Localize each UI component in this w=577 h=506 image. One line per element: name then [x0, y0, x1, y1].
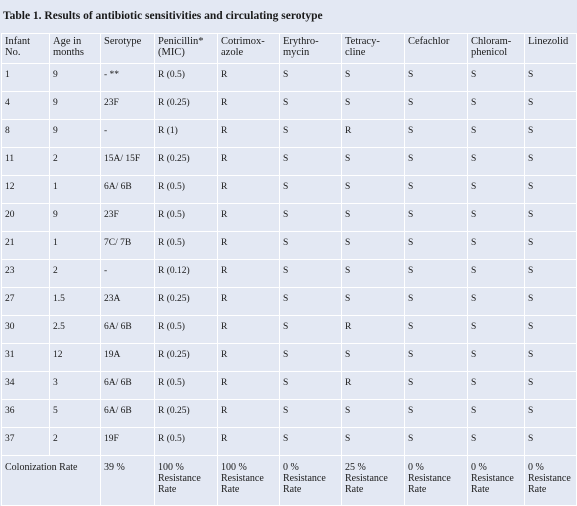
table-cell: R — [218, 232, 280, 260]
resistance-rate-line: Resistance — [528, 473, 571, 484]
table-cell: 9 — [50, 64, 101, 92]
table-cell: R (0.5) — [155, 428, 218, 456]
table-cell: S — [405, 176, 468, 204]
table-row — [2, 232, 577, 260]
table-cell: S — [405, 288, 468, 316]
table-cell: S — [468, 288, 525, 316]
resistance-rate-line: Rate — [408, 484, 427, 495]
table-cell: 19A — [101, 344, 155, 372]
table-cell: 20 — [2, 204, 50, 232]
table-cell: R — [218, 344, 280, 372]
header-cotrimoxazole: Cotrimox- azole — [218, 34, 280, 64]
table-cell: R (0.25) — [155, 400, 218, 428]
resistance-rate-line: Resistance — [283, 473, 326, 484]
resistance-rate-cell — [468, 456, 525, 506]
table-cell: S — [405, 64, 468, 92]
table-cell: S — [342, 260, 405, 288]
header-linezolid: Linezolid — [525, 34, 577, 64]
table-cell: S — [525, 204, 577, 232]
table-cell: S — [525, 288, 577, 316]
table-cell: S — [342, 400, 405, 428]
header-chloramphenicol: Chloram- phenicol — [468, 34, 525, 64]
table-cell: S — [280, 176, 342, 204]
resistance-rate-line: Rate — [158, 484, 177, 495]
table-cell: S — [280, 316, 342, 344]
table-cell: S — [525, 92, 577, 120]
table-cell: 30 — [2, 316, 50, 344]
table-cell: R — [218, 204, 280, 232]
table-cell: R (0.5) — [155, 316, 218, 344]
table-cell: R — [218, 260, 280, 288]
table-cell: S — [405, 148, 468, 176]
table-cell: S — [468, 176, 525, 204]
table-row — [2, 64, 577, 92]
table-cell: S — [405, 372, 468, 400]
resistance-rate-line: Resistance — [158, 473, 201, 484]
table-cell: S — [342, 344, 405, 372]
table-cell: 1 — [50, 176, 101, 204]
table-cell: 21 — [2, 232, 50, 260]
table-row — [2, 92, 577, 120]
table-cell: S — [342, 64, 405, 92]
table-cell: S — [280, 400, 342, 428]
summary-row — [2, 456, 577, 506]
table-cell: S — [405, 400, 468, 428]
table-row — [2, 260, 577, 288]
table-cell: R (0.25) — [155, 148, 218, 176]
table-cell: 27 — [2, 288, 50, 316]
table-cell: S — [525, 400, 577, 428]
table-cell: S — [525, 316, 577, 344]
table-cell: S — [405, 204, 468, 232]
table-cell: S — [342, 428, 405, 456]
resistance-rate-cell — [218, 456, 280, 506]
table-cell: 37 — [2, 428, 50, 456]
table-cell: 12 — [2, 176, 50, 204]
table-cell: 2 — [50, 148, 101, 176]
resistance-rate-cell — [280, 456, 342, 506]
table-cell: 2.5 — [50, 316, 101, 344]
table-cell: S — [342, 204, 405, 232]
table-cell: S — [342, 176, 405, 204]
table-cell: R (0.25) — [155, 288, 218, 316]
table-cell: R — [218, 148, 280, 176]
resistance-rate-line: Resistance — [345, 473, 388, 484]
table-cell: 1 — [2, 64, 50, 92]
resistance-rate-line: Rate — [471, 484, 490, 495]
colonization-rate-value: 39 % — [101, 456, 155, 506]
table-cell: S — [525, 176, 577, 204]
table-cell: R — [218, 64, 280, 92]
resistance-rate-line: Rate — [528, 484, 547, 495]
table-cell: 12 — [50, 344, 101, 372]
table-cell: S — [405, 260, 468, 288]
table-cell: S — [468, 120, 525, 148]
table-title: Table 1. Results of antibiotic sensitivities and circulating serotype — [3, 10, 323, 22]
table-cell: R — [218, 372, 280, 400]
table-cell: 6A/ 6B — [101, 176, 155, 204]
table-cell: S — [468, 344, 525, 372]
table-cell: S — [405, 428, 468, 456]
header-tetracycline: Tetracy- cline — [342, 34, 405, 64]
table-cell: S — [280, 64, 342, 92]
resistance-rate-line: 0 % — [283, 462, 299, 473]
resistance-rate-line: 25 % — [345, 462, 366, 473]
table-cell: R — [218, 316, 280, 344]
table-cell: S — [525, 120, 577, 148]
table-cell: R (0.5) — [155, 204, 218, 232]
table-cell: R (0.25) — [155, 344, 218, 372]
table-cell: 1.5 — [50, 288, 101, 316]
table-cell: 9 — [50, 204, 101, 232]
table-row — [2, 120, 577, 148]
resistance-rate-cell — [342, 456, 405, 506]
table-cell: R (0.5) — [155, 232, 218, 260]
table-cell: 1 — [50, 232, 101, 260]
table-cell: 34 — [2, 372, 50, 400]
table-cell: S — [280, 232, 342, 260]
table-cell: R (0.5) — [155, 176, 218, 204]
table-cell: R — [218, 400, 280, 428]
table-body — [2, 64, 577, 506]
table-row — [2, 176, 577, 204]
table-cell: S — [468, 260, 525, 288]
table-cell: S — [342, 92, 405, 120]
table-cell: S — [405, 232, 468, 260]
table-cell: S — [405, 316, 468, 344]
table-cell: S — [525, 260, 577, 288]
header-penicillin: Penicillin* (MIC) — [155, 34, 218, 64]
table-cell: 15A/ 15F — [101, 148, 155, 176]
header-infant-no: Infant No. — [2, 34, 50, 64]
resistance-rate-cell — [405, 456, 468, 506]
table-cell: S — [280, 344, 342, 372]
table-cell: R (1) — [155, 120, 218, 148]
table-cell: R — [218, 92, 280, 120]
table-row — [2, 316, 577, 344]
table-cell: R (0.5) — [155, 372, 218, 400]
table-cell: 4 — [2, 92, 50, 120]
resistance-rate-cell — [525, 456, 577, 506]
header-age: Age in months — [50, 34, 101, 64]
table-cell: 5 — [50, 400, 101, 428]
table-cell: - — [101, 120, 155, 148]
resistance-rate-line: 0 % — [408, 462, 424, 473]
table-cell: S — [342, 232, 405, 260]
header-cefachlor: Cefachlor — [405, 34, 468, 64]
table-cell: S — [280, 288, 342, 316]
table-cell: R — [342, 120, 405, 148]
header-serotype: Serotype — [101, 34, 155, 64]
table-cell: S — [525, 344, 577, 372]
resistance-rate-cell — [155, 456, 218, 506]
resistance-rate-line: Resistance — [221, 473, 264, 484]
table-row — [2, 428, 577, 456]
table-cell: - — [101, 260, 155, 288]
table-cell: S — [468, 148, 525, 176]
table-cell: R — [342, 372, 405, 400]
table-cell: 9 — [50, 120, 101, 148]
table-row — [2, 344, 577, 372]
table-cell: S — [468, 400, 525, 428]
table-cell: S — [468, 232, 525, 260]
table-cell: 23F — [101, 204, 155, 232]
table-cell: S — [468, 204, 525, 232]
resistance-rate-line: Resistance — [408, 473, 451, 484]
table-cell: S — [525, 148, 577, 176]
header-row — [2, 34, 577, 64]
table-cell: S — [342, 288, 405, 316]
resistance-rate-line: 100 % — [158, 462, 184, 473]
table-cell: R — [218, 428, 280, 456]
table-cell: 7C/ 7B — [101, 232, 155, 260]
table-row — [2, 400, 577, 428]
table-cell: R (0.12) — [155, 260, 218, 288]
resistance-rate-line: Rate — [221, 484, 240, 495]
table-row — [2, 372, 577, 400]
table-cell: S — [280, 260, 342, 288]
table-cell: 3 — [50, 372, 101, 400]
table-cell: S — [342, 148, 405, 176]
resistance-rate-line: Rate — [345, 484, 364, 495]
table-cell: S — [468, 92, 525, 120]
table-cell: S — [280, 372, 342, 400]
table-cell: 6A/ 6B — [101, 400, 155, 428]
table-cell: 19F — [101, 428, 155, 456]
table-row — [2, 148, 577, 176]
resistance-rate-line: 0 % — [471, 462, 487, 473]
table-cell: R — [218, 288, 280, 316]
table-cell: S — [525, 232, 577, 260]
table-cell: S — [280, 148, 342, 176]
table-row — [2, 204, 577, 232]
table-cell: 9 — [50, 92, 101, 120]
table-cell: S — [468, 428, 525, 456]
table-cell: 8 — [2, 120, 50, 148]
resistance-rate-line: Rate — [283, 484, 302, 495]
table-cell: R — [342, 316, 405, 344]
antibiotic-sensitivity-table — [1, 33, 577, 506]
table-cell: S — [468, 64, 525, 92]
table-cell: 11 — [2, 148, 50, 176]
table-cell: S — [405, 120, 468, 148]
resistance-rate-line: Resistance — [471, 473, 514, 484]
header-erythromycin: Erythro- mycin — [280, 34, 342, 64]
table-cell: S — [280, 120, 342, 148]
table-cell: 6A/ 6B — [101, 316, 155, 344]
table-cell: S — [405, 344, 468, 372]
table-cell: 23 — [2, 260, 50, 288]
table-cell: S — [405, 92, 468, 120]
table-cell: 31 — [2, 344, 50, 372]
table-cell: 6A/ 6B — [101, 372, 155, 400]
resistance-rate-line: 100 % — [221, 462, 247, 473]
table-cell: S — [525, 372, 577, 400]
table-cell: R — [218, 176, 280, 204]
table-cell: S — [280, 92, 342, 120]
table-cell: 23F — [101, 92, 155, 120]
table-cell: S — [280, 428, 342, 456]
table-cell: R (0.5) — [155, 64, 218, 92]
table-cell: S — [468, 316, 525, 344]
table-cell: R (0.25) — [155, 92, 218, 120]
table-cell: S — [468, 372, 525, 400]
colonization-rate-label: Colonization Rate — [2, 456, 101, 506]
table-cell: 2 — [50, 260, 101, 288]
table-cell: 2 — [50, 428, 101, 456]
table-cell: 23A — [101, 288, 155, 316]
table-cell: S — [525, 64, 577, 92]
table-row — [2, 288, 577, 316]
table-cell: S — [525, 428, 577, 456]
resistance-rate-line: 0 % — [528, 462, 544, 473]
table-cell: R — [218, 120, 280, 148]
table-cell: - ** — [101, 64, 155, 92]
table-cell: 36 — [2, 400, 50, 428]
table-cell: S — [280, 204, 342, 232]
